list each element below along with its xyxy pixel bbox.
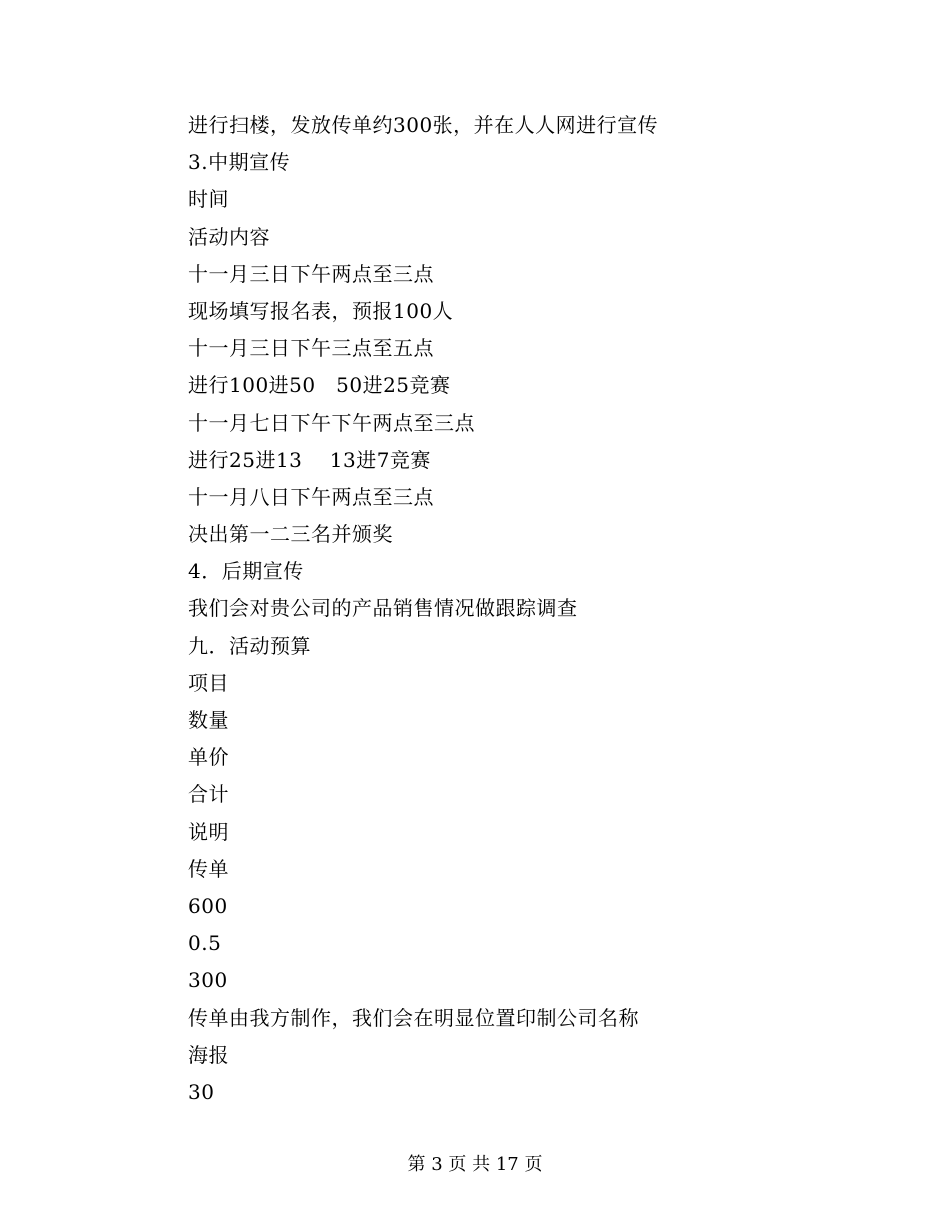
section-heading: 4．后期宣传 — [188, 559, 304, 584]
text-line: 数量 — [188, 708, 229, 732]
text-line: 决出第一二三名并颁奖 — [188, 522, 393, 547]
text-line: 说明 — [188, 819, 229, 844]
text-line: 海报 — [188, 1042, 229, 1067]
text-line: 项目 — [188, 670, 229, 695]
text-line: 十一月三日下午两点至三点 — [188, 261, 434, 286]
text-line: 进行25进13 13进7竞赛 — [188, 447, 431, 472]
page-footer: 第 3 页 共 17 页 — [407, 1154, 543, 1175]
text-line: 进行扫楼，发放传单约300张，并在人人网进行宣传 — [188, 113, 659, 137]
text-line: 时间 — [188, 187, 229, 212]
text-line: 0.5 — [188, 931, 222, 956]
text-line: 十一月七日下午下午两点至三点 — [188, 410, 475, 435]
section-heading: 九．活动预算 — [188, 633, 311, 658]
text-line: 600 — [188, 893, 228, 918]
text-line: 活动内容 — [188, 224, 270, 249]
text-line: 30 — [188, 1079, 215, 1104]
text-line: 单价 — [188, 745, 229, 770]
text-line: 传单 — [188, 856, 229, 881]
text-line: 现场填写报名表，预报100人 — [188, 298, 454, 323]
text-line: 传单由我方制作，我们会在明显位置印制公司名称 — [188, 1005, 639, 1030]
text-line: 我们会对贵公司的产品销售情况做跟踪调查 — [188, 596, 578, 621]
text-line: 十一月八日下午两点至三点 — [188, 484, 434, 509]
text-line: 300 — [188, 968, 228, 993]
text-line: 进行100进50 50进25竞赛 — [188, 373, 451, 398]
text-line: 合计 — [188, 782, 229, 807]
text-line: 十一月三日下午三点至五点 — [188, 336, 434, 361]
section-heading: 3.中期宣传 — [188, 150, 291, 175]
document-body — [188, 107, 788, 1111]
